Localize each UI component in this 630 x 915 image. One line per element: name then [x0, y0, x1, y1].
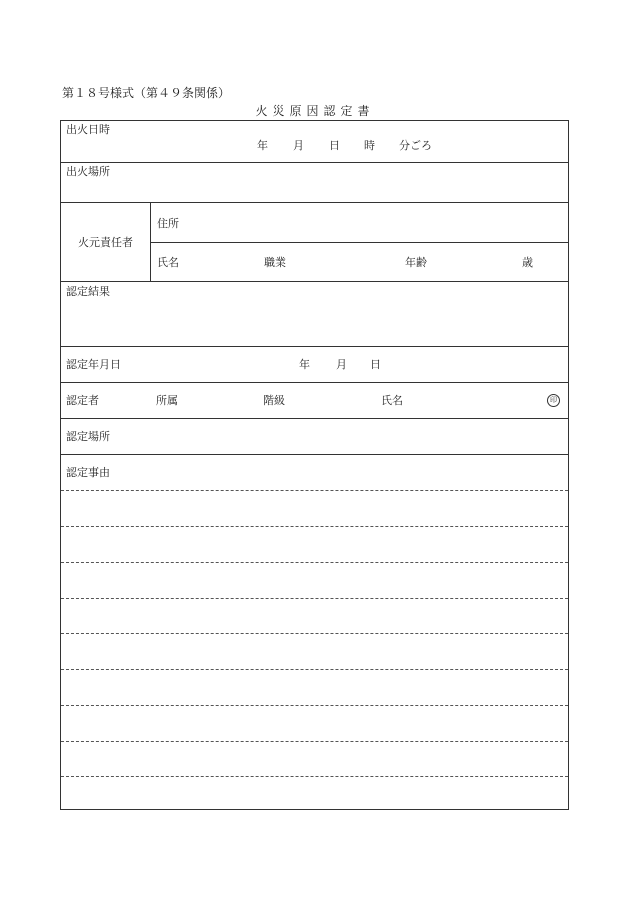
reason-line — [61, 562, 568, 563]
fire-hour-unit: 時 — [364, 139, 375, 152]
document-title: 火災原因認定書 — [255, 104, 375, 118]
reason-area — [61, 455, 568, 809]
reason-line — [61, 633, 568, 634]
occupation-label: 職業 — [264, 256, 286, 269]
date-row — [61, 347, 568, 383]
result-row — [61, 282, 568, 347]
reason-line — [61, 490, 568, 491]
fire-location-row — [61, 163, 568, 203]
certifier-label: 認定者 — [66, 394, 99, 407]
responsible-person-label: 火元責任者 — [78, 236, 133, 249]
date-month-unit: 月 — [336, 358, 347, 371]
date-year-unit: 年 — [299, 358, 310, 371]
fire-location-label: 出火場所 — [66, 165, 110, 178]
rank-label: 階級 — [263, 394, 285, 407]
reason-line — [61, 776, 568, 777]
reason-line — [61, 741, 568, 742]
age-unit: 歳 — [522, 256, 533, 269]
date-label: 認定年月日 — [66, 358, 121, 371]
date-day-unit: 日 — [370, 358, 381, 371]
place-row — [61, 419, 568, 455]
certifier-row — [61, 383, 568, 419]
fire-datetime-label: 出火日時 — [66, 123, 110, 136]
reason-line — [61, 598, 568, 599]
age-label: 年齢 — [405, 256, 427, 269]
seal-mark: 印 — [547, 394, 560, 407]
address-label: 住所 — [157, 217, 179, 230]
place-label: 認定場所 — [66, 430, 110, 443]
responsible-subdivider — [150, 242, 568, 243]
affiliation-label: 所属 — [156, 394, 178, 407]
result-label: 認定結果 — [66, 285, 110, 298]
person-name-label: 氏名 — [157, 256, 179, 269]
reason-line — [61, 669, 568, 670]
form-number: 第１８号様式（第４９条関係） — [62, 86, 231, 100]
fire-month-unit: 月 — [293, 139, 304, 152]
reason-label: 認定事由 — [66, 466, 110, 479]
reason-line — [61, 705, 568, 706]
fire-minute-unit: 分ごろ — [399, 139, 432, 152]
fire-year-unit: 年 — [257, 139, 268, 152]
certifier-name-label: 氏名 — [381, 394, 403, 407]
responsible-person-row — [61, 203, 568, 282]
reason-line — [61, 526, 568, 527]
fire-datetime-row — [61, 121, 568, 163]
form-frame — [60, 120, 569, 810]
fire-day-unit: 日 — [329, 139, 340, 152]
